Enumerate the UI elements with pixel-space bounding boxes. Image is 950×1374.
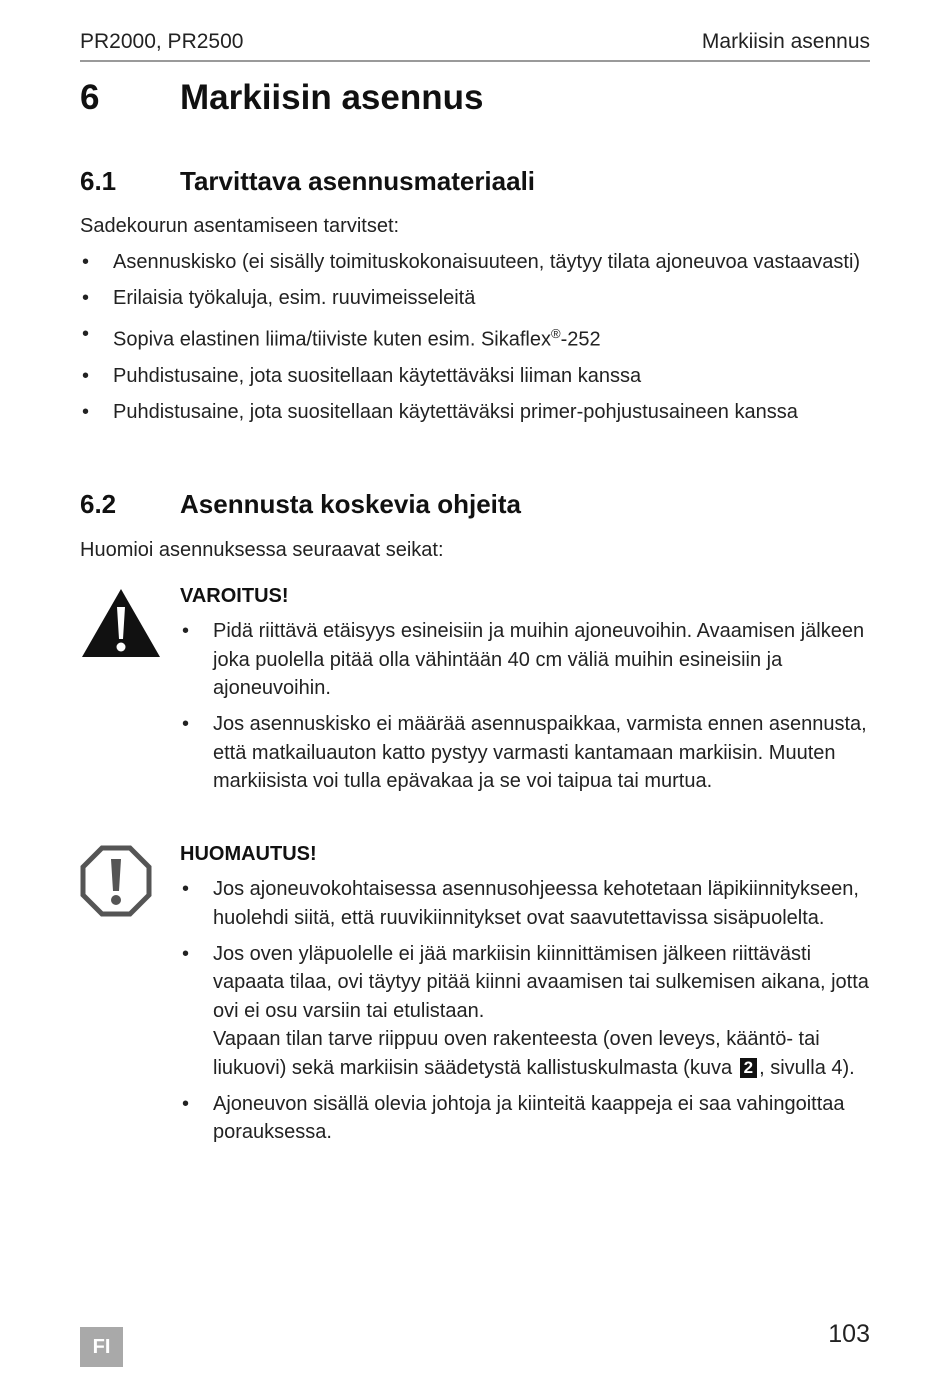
- warning-body: [180, 585, 870, 803]
- section-intro: Sadekourun asentamiseen tarvitset:: [80, 215, 400, 237]
- chapter-heading: [80, 78, 483, 118]
- chapter-title: Markiisin asennus: [180, 78, 484, 117]
- materials-list: [80, 248, 870, 434]
- list-item: • Puhdistusaine, jota suositellaan käytettäväksi primer-pohjustusaineen kanssa: [82, 400, 798, 423]
- section-title: Tarvittava asennusmateriaali: [180, 166, 536, 196]
- running-header: [80, 30, 870, 62]
- list-item: • Erilaisia työkaluja, esim. ruuvimeisseleitä: [82, 287, 476, 309]
- list-item: • Puhdistusaine, jota suositellaan käytettäväksi liiman kanssa: [82, 364, 642, 387]
- notice-body: [180, 843, 870, 1154]
- notice-title: HUOMAUTUS!: [180, 843, 317, 865]
- section-number: 6.2: [80, 489, 117, 519]
- notice-list: [180, 875, 870, 1147]
- list-item: • Sopiva elastinen liima/tiiviste kuten esim. Sikaflex®-252: [82, 323, 601, 351]
- section-title: Asennusta koskevia ohjeita: [180, 489, 522, 519]
- section-number: 6.1: [80, 166, 117, 196]
- section-heading-6-1: [80, 166, 535, 197]
- chapter-number: 6: [80, 78, 100, 117]
- list-item: • Asennuskisko (ei sisälly toimituskokonaisuuteen, täytyy tilata ajoneuvoa vastaavasti): [82, 251, 861, 273]
- section-intro: Huomioi asennuksessa seuraavat seikat:: [80, 539, 444, 561]
- warning-triangle-icon: [80, 587, 162, 664]
- page-number: 103: [828, 1320, 870, 1348]
- notice-octagon-icon: [80, 845, 152, 922]
- header-section: Markiisin asennus: [701, 30, 870, 53]
- figure-reference[interactable]: 2: [740, 1058, 757, 1078]
- list-item: • Pidä riittävä etäisyys esineisiin ja muihin ajoneuvoihin. Avaamisen jälkeen joka puolella pitää olla vähintään 40 cm väliä muihin esineisiin ja ajoneuvoihin.: [182, 620, 865, 699]
- list-item: • Ajoneuvon sisällä olevia johtoja ja kiinteitä kaappeja ei saa vahingoittaa porauksessa.: [182, 1092, 845, 1143]
- header-model: PR2000, PR2500: [80, 30, 244, 53]
- language-badge: FI: [80, 1327, 123, 1367]
- section-heading-6-2: [80, 489, 521, 520]
- warning-title: VAROITUS!: [180, 585, 289, 607]
- list-item: • Jos ajoneuvokohtaisessa asennusohjeessa kehotetaan läpikiinnitykseen, huolehdi siitä, että ruuvikiinnitykset ovat saavutettavissa sisäpuolelta.: [182, 878, 859, 929]
- list-item: • Jos oven yläpuolelle ei jää markiisin kiinnittämisen jälkeen riittävästi vapaata tilaa, ovi täytyy pitää kiinni avaamisen tai sulkemisen aikana, jotta ovi ei osu varsiin tai etulistaan. Vapaan tilan tarve riippuu oven rakenteesta (oven leveys, kääntö- tai liukuovi) sekä markiisin säädetystä kallistuskulmasta (kuva 2 , sivulla 4).: [182, 942, 869, 1079]
- list-item: • Jos asennuskisko ei määrää asennuspaikkaa, varmista ennen asennusta, että matkailuauton katto pystyy varmasti kantamaan markiisin. Muuten markiisista voi tulla epävakaa ja se voi taipua tai murtua.: [182, 713, 867, 792]
- warning-list: [180, 617, 870, 796]
